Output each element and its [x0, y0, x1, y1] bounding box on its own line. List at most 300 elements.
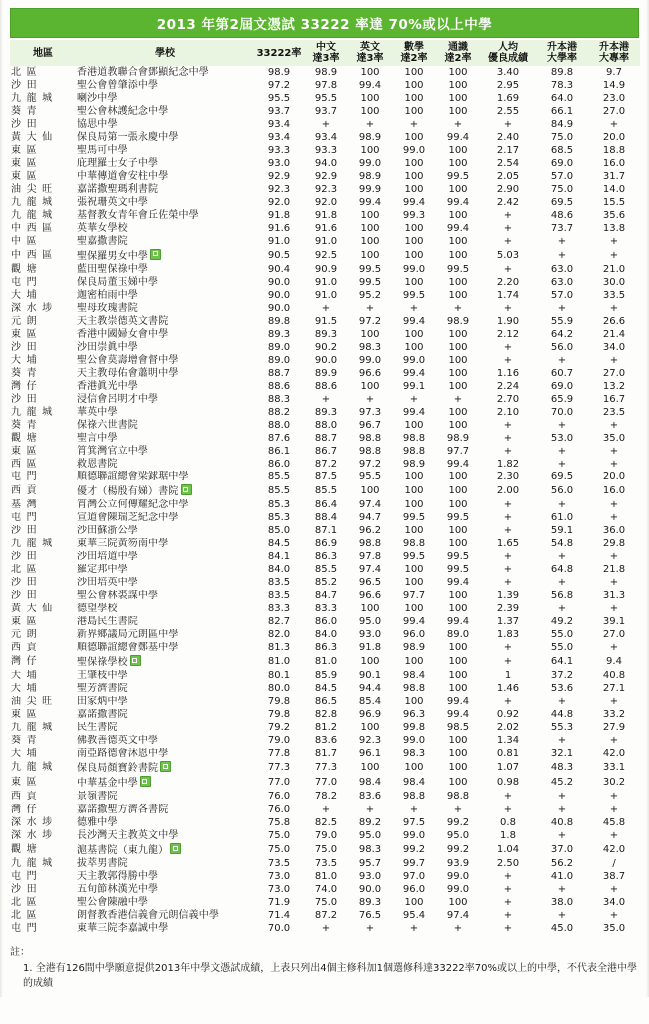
cell-rate-33222: 91.8 [267, 209, 291, 221]
cell-maths-level2: 100 [404, 235, 424, 247]
cell-english-level3: 96.6 [358, 590, 382, 602]
cell-average-good-grades: 2.05 [496, 170, 520, 182]
table-row [10, 471, 640, 484]
cell-rate-33222: 88.0 [267, 419, 291, 431]
cell-school-name: 中華基金中學 [76, 776, 254, 791]
cell-chinese-level3: 81.0 [314, 656, 338, 668]
table-row [10, 538, 640, 551]
cell-maths-level2: 100 [404, 249, 424, 261]
cell-area: 油 尖 旺 [11, 696, 54, 708]
table-row [10, 406, 640, 419]
cell-tertiary-rate: + [609, 118, 619, 130]
cell-english-level3: 100 [360, 222, 380, 234]
cell-english-level3: 96.2 [358, 525, 382, 537]
cell-chinese-level3: 77.0 [314, 777, 338, 789]
cell-area: 九 龍 城 [11, 538, 54, 550]
cell-maths-level2: 100 [404, 525, 424, 537]
cell-tertiary-rate: + [609, 419, 619, 431]
cell-liberal-studies-level2: 100 [448, 485, 468, 497]
column-header-maths-line1: 數學 [404, 42, 424, 53]
table-row [10, 922, 640, 935]
cell-school-name: 港島民生書院 [77, 616, 138, 628]
cell-english-level3: 95.0 [358, 830, 382, 842]
cell-university-rate: 61.0 [550, 512, 574, 524]
cell-tertiary-rate: 13.2 [602, 380, 626, 392]
cell-liberal-studies-level2: 100 [448, 92, 468, 104]
cell-area: 北 區 [11, 564, 38, 576]
cell-area: 深 水 埗 [11, 830, 54, 842]
cell-english-level3: 100 [360, 249, 380, 261]
cell-chinese-level3: 91.8 [314, 209, 338, 221]
cell-chinese-level3: 88.0 [314, 419, 338, 431]
cell-area: 灣 仔 [11, 804, 38, 816]
table-row [10, 263, 640, 276]
cell-rate-33222: 98.9 [267, 66, 291, 78]
cell-average-good-grades: 1.34 [496, 735, 520, 747]
cell-area: 九 龍 城 [11, 722, 54, 734]
cell-average-good-grades: + [503, 884, 513, 895]
cell-rate-33222: 89.3 [267, 328, 291, 340]
column-header-post-line1: 升本港 [599, 42, 629, 53]
cell-tertiary-rate: 34.0 [602, 341, 626, 353]
cell-english-level3: 90.0 [358, 884, 382, 895]
cell-maths-level2: 98.9 [402, 458, 426, 470]
cell-maths-level2: 98.8 [402, 791, 426, 803]
table-row [10, 512, 640, 525]
cell-university-rate: + [557, 249, 567, 261]
cell-maths-level2: 100 [404, 183, 424, 195]
cell-tertiary-rate: 31.3 [602, 590, 626, 602]
cell-english-level3: 98.4 [358, 777, 382, 789]
cell-area: 深 水 埗 [11, 817, 54, 829]
cell-tertiary-rate: 16.0 [602, 157, 626, 169]
cell-average-good-grades: + [503, 564, 513, 576]
table-row [10, 419, 640, 432]
cell-liberal-studies-level2: 98.9 [446, 315, 470, 327]
cell-chinese-level3: 73.5 [314, 858, 338, 870]
cell-maths-level2: 99.0 [402, 735, 426, 747]
cell-university-rate: + [557, 791, 567, 803]
cell-maths-level2: 99.4 [402, 406, 426, 418]
cell-maths-level2: 100 [404, 577, 424, 589]
cell-school-name: 天主教郭得勝中學 [77, 871, 159, 883]
cell-liberal-studies-level2: 100 [448, 380, 468, 392]
cell-chinese-level3: 86.5 [314, 696, 338, 708]
cell-university-rate: 63.0 [550, 276, 574, 288]
cell-chinese-level3: 92.3 [314, 183, 338, 195]
cell-school-name: 喇沙中學 [77, 92, 118, 104]
cell-area: 東 區 [11, 445, 38, 457]
cell-maths-level2: + [409, 922, 419, 934]
cell-chinese-level3: 81.0 [314, 871, 338, 883]
cell-chinese-level3: 86.3 [314, 551, 338, 563]
cell-tertiary-rate: 23.5 [602, 406, 626, 418]
cell-chinese-level3: 85.5 [314, 485, 338, 497]
cell-chinese-level3: + [321, 804, 331, 816]
table-row [10, 564, 640, 577]
cell-english-level3: 83.6 [358, 791, 382, 803]
table-row [10, 196, 640, 209]
cell-area: 深 水 埗 [11, 302, 54, 314]
cell-area: 九 龍 城 [11, 858, 54, 870]
table-row [10, 735, 640, 748]
cell-tertiary-rate: 35.6 [602, 209, 626, 221]
cell-tertiary-rate: + [609, 551, 619, 563]
cell-area: 沙 田 [11, 525, 38, 537]
cell-maths-level2: 100 [404, 762, 424, 774]
cell-average-good-grades: 1.65 [496, 538, 520, 550]
cell-school-name: 聖母玫瑰書院 [77, 302, 138, 314]
cell-english-level3: 100 [360, 66, 380, 78]
cell-average-good-grades: + [503, 341, 513, 353]
cell-maths-level2: 99.3 [402, 209, 426, 221]
cell-chinese-level3: + [321, 118, 331, 130]
cell-english-level3: 98.9 [358, 131, 382, 143]
cell-chinese-level3: 92.0 [314, 196, 338, 208]
cell-school-name: 聖保羅男女中學 [76, 248, 254, 263]
cell-tertiary-rate: 14.0 [602, 183, 626, 195]
cell-school-name: 嘉諾撒聖瑪利書院 [77, 183, 159, 195]
cell-school-name: 滬基書院（東九龍） [76, 842, 254, 857]
table-row [10, 791, 640, 804]
cell-school-name: 救恩書院 [77, 458, 118, 470]
cell-school-name: 筲箕灣官立中學 [77, 445, 149, 457]
cell-liberal-studies-level2: 100 [448, 276, 468, 288]
cell-university-rate: 55.0 [550, 629, 574, 641]
cell-area: 東 區 [11, 616, 38, 628]
cell-rate-33222: 86.0 [267, 458, 291, 470]
cell-area: 東 區 [11, 777, 38, 789]
column-header-liberal-studies [436, 40, 480, 66]
cell-english-level3: + [365, 393, 375, 405]
cell-area: 中 西 區 [11, 249, 54, 261]
cell-chinese-level3: 93.4 [314, 131, 338, 143]
column-header-english-line2: 達3率 [356, 53, 384, 65]
cell-university-rate: 65.9 [550, 393, 574, 405]
cell-area: 葵 青 [11, 367, 38, 379]
cell-liberal-studies-level2: 100 [448, 777, 468, 789]
table-row [10, 393, 640, 406]
table-row [10, 499, 640, 512]
cell-tertiary-rate: 21.0 [602, 263, 626, 275]
cell-rate-33222: 85.3 [267, 499, 291, 511]
cell-average-good-grades: + [503, 209, 513, 221]
cell-liberal-studies-level2: 97.4 [446, 909, 470, 921]
cell-liberal-studies-level2: 100 [448, 367, 468, 379]
cell-liberal-studies-level2: 100 [448, 590, 468, 602]
table-row [10, 670, 640, 683]
cell-chinese-level3: 90.0 [314, 354, 338, 366]
cell-chinese-level3: 86.7 [314, 445, 338, 457]
results-table [10, 40, 640, 935]
cell-school-name: 中華傳道會安柱中學 [77, 170, 169, 182]
column-header-chinese-line2: 達3率 [312, 53, 340, 65]
cell-school-name: 拔萃男書院 [77, 858, 128, 870]
cell-rate-33222: 93.4 [267, 131, 291, 143]
table-row [10, 131, 640, 144]
cell-chinese-level3: 91.6 [314, 222, 338, 234]
cell-school-name: 長沙灣天主教英文中學 [77, 830, 179, 842]
cell-average-good-grades: 1.04 [496, 844, 520, 856]
cell-liberal-studies-level2: 100 [448, 499, 468, 511]
cell-tertiary-rate: 42.0 [602, 748, 626, 760]
cell-chinese-level3: + [321, 393, 331, 405]
cell-school-name: 朗督教香港信義會元朗信義中學 [77, 909, 220, 921]
cell-area: 屯 門 [11, 276, 38, 288]
column-header-rate33222: 33222率 [254, 40, 304, 66]
cell-university-rate: 56.0 [550, 341, 574, 353]
cell-university-rate: 48.3 [550, 762, 574, 774]
cell-chinese-level3: + [321, 302, 331, 314]
cell-university-rate: 64.8 [550, 564, 574, 576]
cell-tertiary-rate: + [609, 830, 619, 842]
cell-maths-level2: 98.8 [402, 432, 426, 444]
cell-chinese-level3: 92.5 [314, 249, 338, 261]
cell-english-level3: 100 [360, 92, 380, 104]
cell-university-rate: 37.0 [550, 844, 574, 856]
cell-maths-level2: 99.4 [402, 315, 426, 327]
cell-university-rate: + [557, 696, 567, 708]
cell-chinese-level3: 75.0 [314, 844, 338, 856]
cell-university-rate: 57.0 [550, 170, 574, 182]
cell-liberal-studies-level2: + [453, 118, 463, 130]
column-header-area: 地區 [10, 40, 76, 66]
cell-tertiary-rate: 21.8 [602, 564, 626, 576]
cell-school-name: 藍田聖保祿中學 [77, 263, 149, 275]
cell-maths-level2: 99.0 [402, 263, 426, 275]
cell-liberal-studies-level2: 99.5 [446, 512, 470, 524]
cell-area: 沙 田 [11, 341, 38, 353]
cell-school-name: 順德聯誼總會鄭基中學 [77, 642, 179, 654]
cell-chinese-level3: 84.5 [314, 683, 338, 695]
cell-rate-33222: 83.5 [267, 577, 291, 589]
cell-area: 北 區 [11, 909, 38, 921]
cell-tertiary-rate: 35.0 [602, 432, 626, 444]
cell-chinese-level3: 88.4 [314, 512, 338, 524]
cell-tertiary-rate: 33.2 [602, 709, 626, 721]
cell-chinese-level3: 94.0 [314, 157, 338, 169]
cell-average-good-grades: + [503, 551, 513, 563]
cell-chinese-level3: 86.9 [314, 538, 338, 550]
cell-chinese-level3: 91.0 [314, 289, 338, 301]
cell-average-good-grades: 2.90 [496, 183, 520, 195]
cell-maths-level2: 95.4 [402, 909, 426, 921]
cell-average-good-grades: + [503, 235, 513, 247]
table-row [10, 458, 640, 471]
cell-liberal-studies-level2: 99.4 [446, 577, 470, 589]
cell-rate-33222: 88.7 [267, 367, 291, 379]
cell-area: 九 龍 城 [11, 406, 54, 418]
cell-area: 大 埔 [11, 289, 38, 301]
column-header-english [348, 40, 392, 66]
cell-chinese-level3: 85.2 [314, 577, 338, 589]
cell-english-level3: 97.4 [358, 564, 382, 576]
cell-tertiary-rate: 9.7 [606, 66, 622, 78]
cell-school-name: 聖言中學 [77, 432, 118, 444]
table-row [10, 629, 640, 642]
cell-tertiary-rate: + [609, 642, 619, 654]
cell-english-level3: 92.3 [358, 735, 382, 747]
cell-school-name: 沙田培道中學 [77, 551, 138, 563]
cell-school-name: 聖嘉撒書院 [77, 235, 128, 247]
cell-average-good-grades: 2.10 [496, 406, 520, 418]
cell-school-name: 田家炳中學 [77, 696, 128, 708]
cell-english-level3: 95.2 [358, 289, 382, 301]
cell-english-level3: 97.2 [358, 458, 382, 470]
cell-maths-level2: 99.2 [402, 844, 426, 856]
table-row [10, 157, 640, 170]
table-row [10, 276, 640, 289]
cell-average-good-grades: 2.54 [496, 157, 520, 169]
cell-rate-33222: 73.0 [267, 871, 291, 883]
cell-average-good-grades: 2.24 [496, 380, 520, 392]
direct-subsidy-badge-icon [160, 761, 171, 772]
cell-liberal-studies-level2: 100 [448, 249, 468, 261]
cell-tertiary-rate: 34.0 [602, 896, 626, 908]
cell-university-rate: 75.0 [550, 131, 574, 143]
table-row [10, 445, 640, 458]
cell-liberal-studies-level2: + [453, 804, 463, 816]
cell-university-rate: + [557, 419, 567, 431]
cell-maths-level2: 100 [404, 471, 424, 483]
cell-school-name: 佛教善德英文中學 [77, 735, 159, 747]
cell-school-name: 張祝珊英文中學 [77, 196, 149, 208]
cell-chinese-level3: 87.2 [314, 458, 338, 470]
cell-maths-level2: 98.8 [402, 683, 426, 695]
cell-maths-level2: 100 [404, 222, 424, 234]
cell-maths-level2: 100 [404, 656, 424, 668]
cell-school-name: 天主教崇德英文書院 [77, 315, 169, 327]
cell-average-good-grades: + [503, 909, 513, 921]
cell-rate-33222: 79.0 [267, 735, 291, 747]
cell-english-level3: + [365, 118, 375, 130]
table-row [10, 829, 640, 842]
cell-university-rate: 45.0 [550, 922, 574, 934]
cell-average-good-grades: + [503, 445, 513, 457]
cell-chinese-level3: 87.2 [314, 909, 338, 921]
cell-rate-33222: 93.4 [267, 118, 291, 130]
cell-area: 觀 塘 [11, 432, 38, 444]
cell-chinese-level3: 85.9 [314, 670, 338, 682]
cell-area: 大 埔 [11, 670, 38, 682]
cell-average-good-grades: 0.92 [496, 709, 520, 721]
table-row [10, 484, 640, 499]
cell-liberal-studies-level2: 100 [448, 735, 468, 747]
cell-university-rate: 69.5 [550, 471, 574, 483]
cell-liberal-studies-level2: 99.4 [446, 458, 470, 470]
cell-chinese-level3: 91.5 [314, 315, 338, 327]
cell-english-level3: 98.8 [358, 445, 382, 457]
cell-average-good-grades: + [503, 118, 513, 130]
cell-university-rate: 89.8 [550, 66, 574, 78]
cell-english-level3: 100 [360, 209, 380, 221]
column-header-school: 學校 [76, 40, 254, 66]
cell-chinese-level3: 79.0 [314, 830, 338, 842]
table-row [10, 367, 640, 380]
cell-maths-level2: 99.0 [402, 354, 426, 366]
cell-university-rate: 40.8 [550, 817, 574, 829]
cell-university-rate: + [557, 302, 567, 314]
cell-chinese-level3: 85.5 [314, 564, 338, 576]
cell-maths-level2: 99.7 [402, 858, 426, 870]
cell-average-good-grades: + [503, 656, 513, 668]
cell-area: 九 龍 城 [11, 209, 54, 221]
cell-tertiary-rate: 26.6 [602, 315, 626, 327]
cell-average-good-grades: 2.42 [496, 196, 520, 208]
cell-university-rate: 55.0 [550, 642, 574, 654]
cell-average-good-grades: 2.95 [496, 79, 520, 91]
cell-school-name: 香港眞光中學 [77, 380, 138, 392]
cell-university-rate: 66.1 [550, 105, 574, 117]
cell-rate-33222: 71.9 [267, 896, 291, 908]
cell-maths-level2: 100 [404, 92, 424, 104]
cell-average-good-grades: + [503, 871, 513, 883]
cell-tertiary-rate: 27.9 [602, 722, 626, 734]
cell-average-good-grades: + [503, 432, 513, 444]
table-row [10, 170, 640, 183]
cell-university-rate: 53.6 [550, 683, 574, 695]
cell-average-good-grades: 2.12 [496, 328, 520, 340]
cell-tertiary-rate: + [609, 791, 619, 803]
table-row [10, 776, 640, 791]
cell-area: 九 龍 城 [11, 92, 54, 104]
cell-liberal-studies-level2: 100 [448, 406, 468, 418]
cell-average-good-grades: 2.00 [496, 485, 520, 497]
table-row [10, 432, 640, 445]
cell-liberal-studies-level2: 99.0 [446, 871, 470, 883]
cell-liberal-studies-level2: 99.2 [446, 817, 470, 829]
cell-rate-33222: 85.5 [267, 485, 291, 497]
cell-area: 沙 田 [11, 393, 38, 405]
cell-liberal-studies-level2: 99.4 [446, 196, 470, 208]
cell-maths-level2: 100 [404, 419, 424, 431]
cell-area: 元 朗 [11, 629, 38, 641]
cell-chinese-level3: 82.8 [314, 709, 338, 721]
cell-tertiary-rate: 29.8 [602, 538, 626, 550]
cell-tertiary-rate: + [609, 577, 619, 589]
cell-liberal-studies-level2: 100 [448, 209, 468, 221]
cell-chinese-level3: 84.0 [314, 629, 338, 641]
table-row [10, 92, 640, 105]
scan-edge-left [0, 0, 3, 997]
cell-liberal-studies-level2: + [453, 922, 463, 934]
cell-english-level3: 85.4 [358, 696, 382, 708]
cell-english-level3: 100 [360, 105, 380, 117]
table-row [10, 380, 640, 393]
cell-tertiary-rate: 27.0 [602, 367, 626, 379]
cell-average-good-grades: + [503, 896, 513, 908]
cell-english-level3: 99.9 [358, 183, 382, 195]
cell-area: 元 朗 [11, 315, 38, 327]
cell-chinese-level3: 88.7 [314, 432, 338, 444]
table-row [10, 909, 640, 922]
cell-average-good-grades: 2.70 [496, 393, 520, 405]
cell-university-rate: 55.9 [550, 315, 574, 327]
cell-tertiary-rate: 23.0 [602, 92, 626, 104]
cell-average-good-grades: + [503, 354, 513, 366]
cell-school-name: 聖公會林裘謀中學 [77, 590, 159, 602]
cell-english-level3: 99.4 [358, 79, 382, 91]
cell-university-rate: 60.7 [550, 367, 574, 379]
cell-area: 西 貢 [11, 791, 38, 803]
cell-school-name: 民生書院 [77, 722, 118, 734]
cell-rate-33222: 85.5 [267, 471, 291, 483]
cell-english-level3: 99.5 [358, 276, 382, 288]
cell-average-good-grades: 0.98 [496, 777, 520, 789]
cell-english-level3: 96.5 [358, 577, 382, 589]
cell-maths-level2: 100 [404, 105, 424, 117]
cell-area: 大 埔 [11, 748, 38, 760]
